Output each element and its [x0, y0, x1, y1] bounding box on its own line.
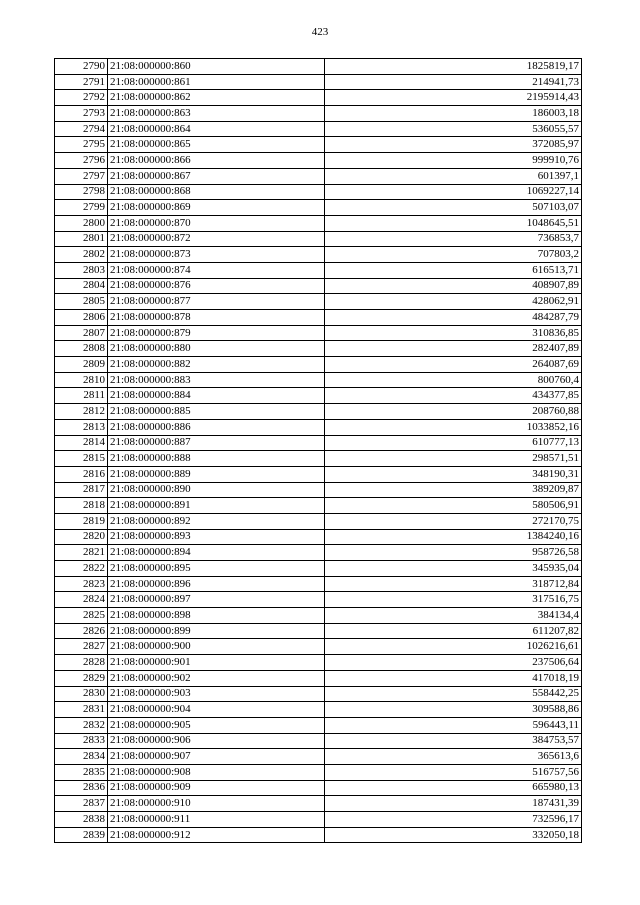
cadastral-value: 309588,86 [325, 702, 582, 718]
cadastral-value: 558442,25 [325, 686, 582, 702]
row-number: 2808 [55, 341, 108, 357]
table-row [55, 419, 582, 435]
cadastral-value: 298571,51 [325, 451, 582, 467]
table-row [55, 482, 582, 498]
row-number: 2830 [55, 686, 108, 702]
cadastral-number: 21:08:000000:912 [108, 827, 325, 843]
table-row [55, 137, 582, 153]
table-row [55, 247, 582, 263]
row-number: 2823 [55, 576, 108, 592]
table-row [55, 749, 582, 765]
table-row [55, 827, 582, 843]
cadastral-number: 21:08:000000:896 [108, 576, 325, 592]
cadastral-number: 21:08:000000:882 [108, 357, 325, 373]
page-number: 423 [311, 26, 329, 38]
row-number: 2791 [55, 74, 108, 90]
table-row [55, 451, 582, 467]
cadastral-value: 1384240,16 [325, 529, 582, 545]
cadastral-number: 21:08:000000:862 [108, 90, 325, 106]
cadastral-value: 1069227,14 [325, 184, 582, 200]
cadastral-value: 417018,19 [325, 670, 582, 686]
table-row [55, 686, 582, 702]
table-row [55, 59, 582, 75]
table-row [55, 545, 582, 561]
cadastral-value: 214941,73 [325, 74, 582, 90]
table-row [55, 262, 582, 278]
table-row [55, 388, 582, 404]
row-number: 2818 [55, 498, 108, 514]
table-row [55, 592, 582, 608]
cadastral-value: 1026216,61 [325, 639, 582, 655]
cadastral-value: 365613,6 [325, 749, 582, 765]
cadastral-value: 484287,79 [325, 310, 582, 326]
cadastral-value: 580506,91 [325, 498, 582, 514]
row-number: 2824 [55, 592, 108, 608]
row-number: 2807 [55, 325, 108, 341]
row-number: 2790 [55, 59, 108, 75]
cadastral-number: 21:08:000000:900 [108, 639, 325, 655]
cadastral-number: 21:08:000000:909 [108, 780, 325, 796]
row-number: 2806 [55, 310, 108, 326]
cadastral-number: 21:08:000000:898 [108, 608, 325, 624]
cadastral-value: 2195914,43 [325, 90, 582, 106]
row-number: 2829 [55, 670, 108, 686]
cadastral-value: 408907,89 [325, 278, 582, 294]
cadastral-number: 21:08:000000:911 [108, 812, 325, 828]
table-row [55, 106, 582, 122]
table-row [55, 733, 582, 749]
row-number: 2832 [55, 717, 108, 733]
table-row [55, 153, 582, 169]
cadastral-number: 21:08:000000:874 [108, 262, 325, 278]
row-number: 2815 [55, 451, 108, 467]
row-number: 2831 [55, 702, 108, 718]
cadastral-number: 21:08:000000:860 [108, 59, 325, 75]
row-number: 2834 [55, 749, 108, 765]
cadastral-number: 21:08:000000:872 [108, 231, 325, 247]
cadastral-number: 21:08:000000:895 [108, 561, 325, 577]
cadastral-value: 800760,4 [325, 372, 582, 388]
row-number: 2813 [55, 419, 108, 435]
cadastral-value: 1048645,51 [325, 215, 582, 231]
cadastral-number: 21:08:000000:883 [108, 372, 325, 388]
cadastral-value-table [54, 58, 582, 843]
row-number: 2792 [55, 90, 108, 106]
table-row [55, 623, 582, 639]
row-number: 2839 [55, 827, 108, 843]
row-number: 2833 [55, 733, 108, 749]
cadastral-number: 21:08:000000:861 [108, 74, 325, 90]
row-number: 2822 [55, 561, 108, 577]
cadastral-number: 21:08:000000:879 [108, 325, 325, 341]
cadastral-number: 21:08:000000:868 [108, 184, 325, 200]
table-row [55, 231, 582, 247]
row-number: 2811 [55, 388, 108, 404]
cadastral-value: 516757,56 [325, 764, 582, 780]
table-row [55, 466, 582, 482]
cadastral-value: 310836,85 [325, 325, 582, 341]
cadastral-number: 21:08:000000:903 [108, 686, 325, 702]
row-number: 2794 [55, 121, 108, 137]
row-number: 2799 [55, 200, 108, 216]
table-row [55, 780, 582, 796]
cadastral-number: 21:08:000000:880 [108, 341, 325, 357]
cadastral-number: 21:08:000000:876 [108, 278, 325, 294]
cadastral-number: 21:08:000000:893 [108, 529, 325, 545]
cadastral-number: 21:08:000000:897 [108, 592, 325, 608]
table-row [55, 435, 582, 451]
cadastral-number: 21:08:000000:866 [108, 153, 325, 169]
row-number: 2828 [55, 655, 108, 671]
cadastral-value: 611207,82 [325, 623, 582, 639]
table-row [55, 168, 582, 184]
cadastral-number: 21:08:000000:885 [108, 404, 325, 420]
cadastral-value: 332050,18 [325, 827, 582, 843]
cadastral-number: 21:08:000000:899 [108, 623, 325, 639]
table-row [55, 184, 582, 200]
table-row [55, 639, 582, 655]
cadastral-value: 596443,11 [325, 717, 582, 733]
cadastral-number: 21:08:000000:908 [108, 764, 325, 780]
cadastral-number: 21:08:000000:902 [108, 670, 325, 686]
cadastral-value: 317516,75 [325, 592, 582, 608]
cadastral-number: 21:08:000000:873 [108, 247, 325, 263]
table-row [55, 90, 582, 106]
cadastral-value: 732596,17 [325, 812, 582, 828]
cadastral-value: 616513,71 [325, 262, 582, 278]
table-row [55, 670, 582, 686]
cadastral-value: 610777,13 [325, 435, 582, 451]
row-number: 2838 [55, 812, 108, 828]
table-row [55, 812, 582, 828]
cadastral-number: 21:08:000000:877 [108, 294, 325, 310]
table-row [55, 372, 582, 388]
cadastral-value: 999910,76 [325, 153, 582, 169]
row-number: 2827 [55, 639, 108, 655]
cadastral-value: 264087,69 [325, 357, 582, 373]
cadastral-number: 21:08:000000:901 [108, 655, 325, 671]
cadastral-number: 21:08:000000:867 [108, 168, 325, 184]
table-row [55, 513, 582, 529]
cadastral-value: 186003,18 [325, 106, 582, 122]
cadastral-value: 1033852,16 [325, 419, 582, 435]
table-row [55, 325, 582, 341]
cadastral-number: 21:08:000000:870 [108, 215, 325, 231]
cadastral-number: 21:08:000000:910 [108, 796, 325, 812]
cadastral-value: 389209,87 [325, 482, 582, 498]
cadastral-value: 434377,85 [325, 388, 582, 404]
cadastral-number: 21:08:000000:889 [108, 466, 325, 482]
cadastral-number: 21:08:000000:894 [108, 545, 325, 561]
table-body [55, 59, 582, 843]
cadastral-number: 21:08:000000:869 [108, 200, 325, 216]
cadastral-number: 21:08:000000:904 [108, 702, 325, 718]
cadastral-value: 707803,2 [325, 247, 582, 263]
table-row [55, 310, 582, 326]
row-number: 2816 [55, 466, 108, 482]
cadastral-value: 507103,07 [325, 200, 582, 216]
row-number: 2825 [55, 608, 108, 624]
row-number: 2835 [55, 764, 108, 780]
table-row [55, 404, 582, 420]
cadastral-number: 21:08:000000:878 [108, 310, 325, 326]
table-row [55, 357, 582, 373]
row-number: 2814 [55, 435, 108, 451]
table-row [55, 74, 582, 90]
row-number: 2793 [55, 106, 108, 122]
table-row [55, 702, 582, 718]
row-number: 2800 [55, 215, 108, 231]
row-number: 2803 [55, 262, 108, 278]
row-number: 2810 [55, 372, 108, 388]
table-row [55, 796, 582, 812]
row-number: 2819 [55, 513, 108, 529]
row-number: 2797 [55, 168, 108, 184]
cadastral-value: 958726,58 [325, 545, 582, 561]
cadastral-value: 428062,91 [325, 294, 582, 310]
cadastral-value: 372085,97 [325, 137, 582, 153]
cadastral-value: 282407,89 [325, 341, 582, 357]
cadastral-value: 736853,7 [325, 231, 582, 247]
cadastral-number: 21:08:000000:863 [108, 106, 325, 122]
cadastral-number: 21:08:000000:884 [108, 388, 325, 404]
row-number: 2821 [55, 545, 108, 561]
row-number: 2802 [55, 247, 108, 263]
table-row [55, 608, 582, 624]
table-row [55, 576, 582, 592]
cadastral-value: 237506,64 [325, 655, 582, 671]
cadastral-number: 21:08:000000:865 [108, 137, 325, 153]
table-row [55, 341, 582, 357]
cadastral-number: 21:08:000000:886 [108, 419, 325, 435]
table-row [55, 764, 582, 780]
cadastral-value: 348190,31 [325, 466, 582, 482]
cadastral-value: 384753,57 [325, 733, 582, 749]
row-number: 2796 [55, 153, 108, 169]
cadastral-value: 208760,88 [325, 404, 582, 420]
row-number: 2836 [55, 780, 108, 796]
cadastral-value: 601397,1 [325, 168, 582, 184]
cadastral-number: 21:08:000000:907 [108, 749, 325, 765]
row-number: 2826 [55, 623, 108, 639]
row-number: 2817 [55, 482, 108, 498]
table-row [55, 655, 582, 671]
cadastral-value: 1825819,17 [325, 59, 582, 75]
row-number: 2804 [55, 278, 108, 294]
table-row [55, 121, 582, 137]
row-number: 2795 [55, 137, 108, 153]
row-number: 2812 [55, 404, 108, 420]
row-number: 2837 [55, 796, 108, 812]
cadastral-number: 21:08:000000:864 [108, 121, 325, 137]
cadastral-value: 384134,4 [325, 608, 582, 624]
table-row [55, 294, 582, 310]
row-number: 2809 [55, 357, 108, 373]
table-row [55, 717, 582, 733]
table-row [55, 498, 582, 514]
row-number: 2798 [55, 184, 108, 200]
row-number: 2801 [55, 231, 108, 247]
cadastral-number: 21:08:000000:906 [108, 733, 325, 749]
row-number: 2820 [55, 529, 108, 545]
cadastral-number: 21:08:000000:891 [108, 498, 325, 514]
cadastral-value: 187431,39 [325, 796, 582, 812]
cadastral-value: 272170,75 [325, 513, 582, 529]
table-row [55, 278, 582, 294]
table-row [55, 200, 582, 216]
row-number: 2805 [55, 294, 108, 310]
table-row [55, 215, 582, 231]
cadastral-value: 536055,57 [325, 121, 582, 137]
cadastral-number: 21:08:000000:888 [108, 451, 325, 467]
cadastral-number: 21:08:000000:890 [108, 482, 325, 498]
cadastral-value: 665980,13 [325, 780, 582, 796]
table-row [55, 561, 582, 577]
table-row [55, 529, 582, 545]
cadastral-value: 345935,04 [325, 561, 582, 577]
cadastral-number: 21:08:000000:905 [108, 717, 325, 733]
cadastral-value: 318712,84 [325, 576, 582, 592]
cadastral-number: 21:08:000000:892 [108, 513, 325, 529]
cadastral-number: 21:08:000000:887 [108, 435, 325, 451]
